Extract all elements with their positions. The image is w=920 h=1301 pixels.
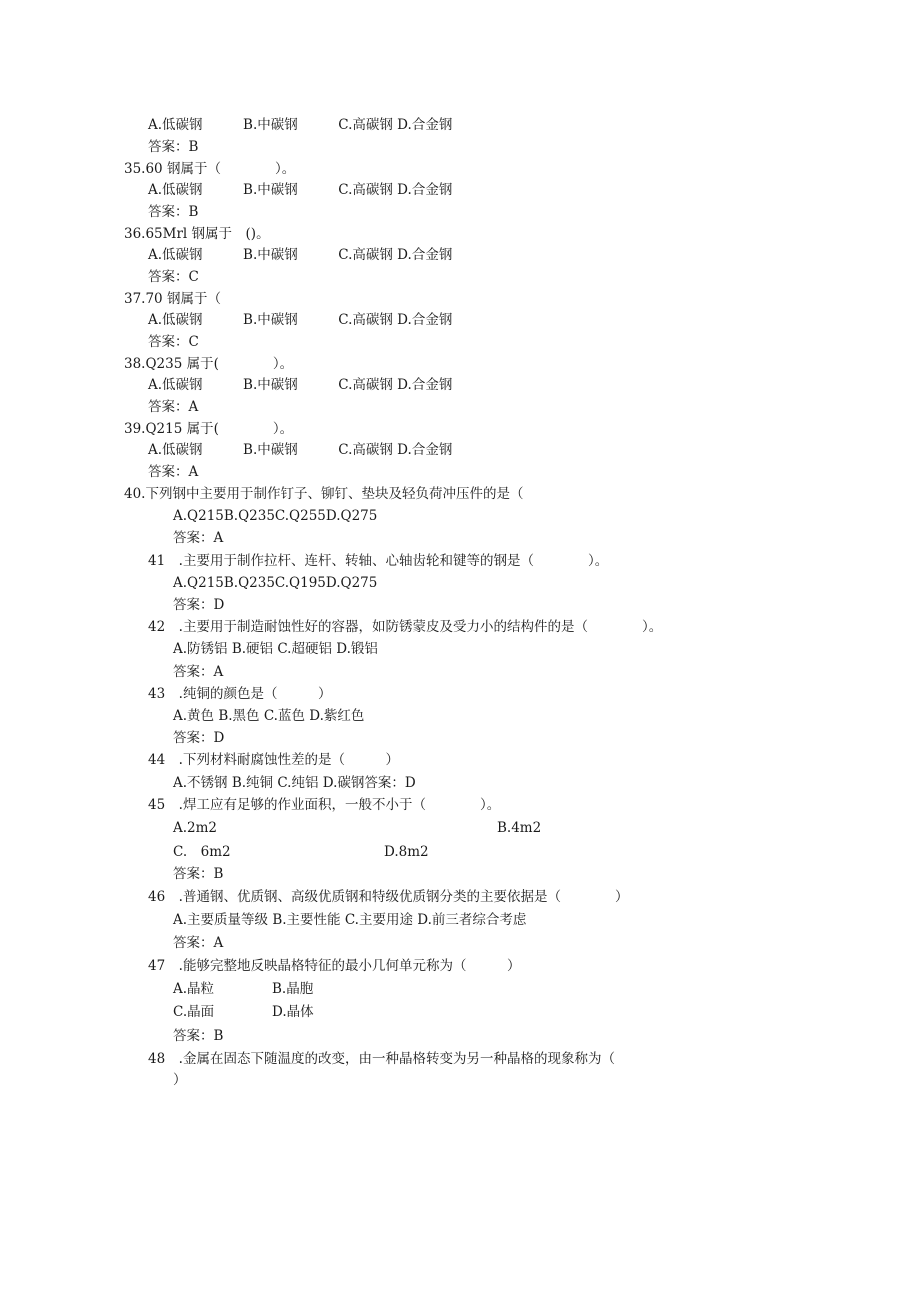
option-d: D.晶体 [272, 1004, 314, 1020]
question-47: 47 .能够完整地反映晶格特征的最小几何单元称为（ ） [148, 958, 521, 974]
option-b: B.晶胞 [272, 981, 314, 997]
question-35: 35.60 钢属于（ ）。 [124, 161, 296, 177]
answer-line: 答案：A [173, 664, 224, 680]
question-36: 36.65Mrl 钢属于 ()。 [124, 226, 270, 242]
option-line: A.低碳钢 B.中碳钢 C.高碳钢 D.合金钢 [148, 442, 453, 458]
answer-line: 答案：B [148, 139, 199, 155]
option-line: A.低碳钢 B.中碳钢 C.高碳钢 D.合金钢 [148, 247, 453, 263]
option-a: A.2m2 [173, 820, 218, 836]
option-line: A.防锈铝 B.硬铝 C.超硬铝 D.锻铝 [173, 641, 378, 657]
question-46: 46 .普通钢、优质钢、高级优质钢和特级优质钢分类的主要依据是（ ） [148, 889, 629, 905]
question-39: 39.Q215 属于( ）。 [124, 421, 294, 437]
answer-line: 答案：B [148, 204, 199, 220]
option-line: A.低碳钢 B.中碳钢 C.高碳钢 D.合金钢 [148, 117, 453, 133]
option-a: A.晶粒 [173, 981, 215, 997]
question-45: 45 .焊工应有足够的作业面积，一般不小于（ ）。 [148, 797, 501, 813]
option-line: A.低碳钢 B.中碳钢 C.高碳钢 D.合金钢 [148, 312, 453, 328]
answer-line: 答案：B [173, 866, 224, 882]
option-d: D.8m2 [384, 844, 429, 860]
answer-line: 答案：C [148, 269, 199, 285]
option-line: A.黄色 B.黑色 C.蓝色 D.紫红色 [173, 708, 365, 724]
option-line: A.低碳钢 B.中碳钢 C.高碳钢 D.合金钢 [148, 182, 453, 198]
question-43: 43 .纯铜的颜色是（ ） [148, 686, 332, 702]
option-b: B.4m2 [497, 820, 542, 836]
answer-line: 答案：A [148, 464, 199, 480]
question-48-continuation: ） [173, 1072, 187, 1088]
option-line: A.低碳钢 B.中碳钢 C.高碳钢 D.合金钢 [148, 377, 453, 393]
option-line: A.Q215B.Q235C.Q255D.Q275 [173, 508, 378, 524]
answer-line: 答案：D [173, 730, 225, 746]
option-line: A.Q215B.Q235C.Q195D.Q275 [173, 575, 378, 591]
question-41: 41 .主要用于制作拉杆、连杆、转轴、心轴齿轮和键等的钢是（ ）。 [148, 553, 609, 569]
answer-line: 答案：A [148, 399, 199, 415]
question-42: 42 .主要用于制造耐蚀性好的容器，如防锈蒙皮及受力小的结构件的是（ ）。 [148, 619, 663, 635]
option-line: A.主要质量等级 B.主要性能 C.主要用途 D.前三者综合考虑 [173, 912, 527, 928]
answer-line: 答案：D [173, 597, 225, 613]
answer-line: 答案：C [148, 334, 199, 350]
answer-line: 答案：B [173, 1028, 224, 1044]
answer-line: 答案：A [173, 935, 224, 951]
option-line: A.不锈钢 B.纯铜 C.纯铝 D.碳钢答案：D [173, 775, 416, 791]
option-c: C.晶面 [173, 1004, 215, 1020]
option-c: C. 6m2 [173, 844, 231, 860]
question-37: 37.70 钢属于（ [124, 291, 221, 307]
question-38: 38.Q235 属于( ）。 [124, 356, 294, 372]
question-48: 48 .金属在固态下随温度的改变，由一种晶格转变为另一种晶格的现象称为（ [148, 1051, 615, 1067]
answer-line: 答案：A [173, 530, 224, 546]
question-44: 44 .下列材料耐腐蚀性差的是（ ） [148, 752, 399, 768]
question-40: 40.下列钢中主要用于制作钉子、铆钉、垫块及轻负荷冲压件的是（ [124, 486, 524, 502]
